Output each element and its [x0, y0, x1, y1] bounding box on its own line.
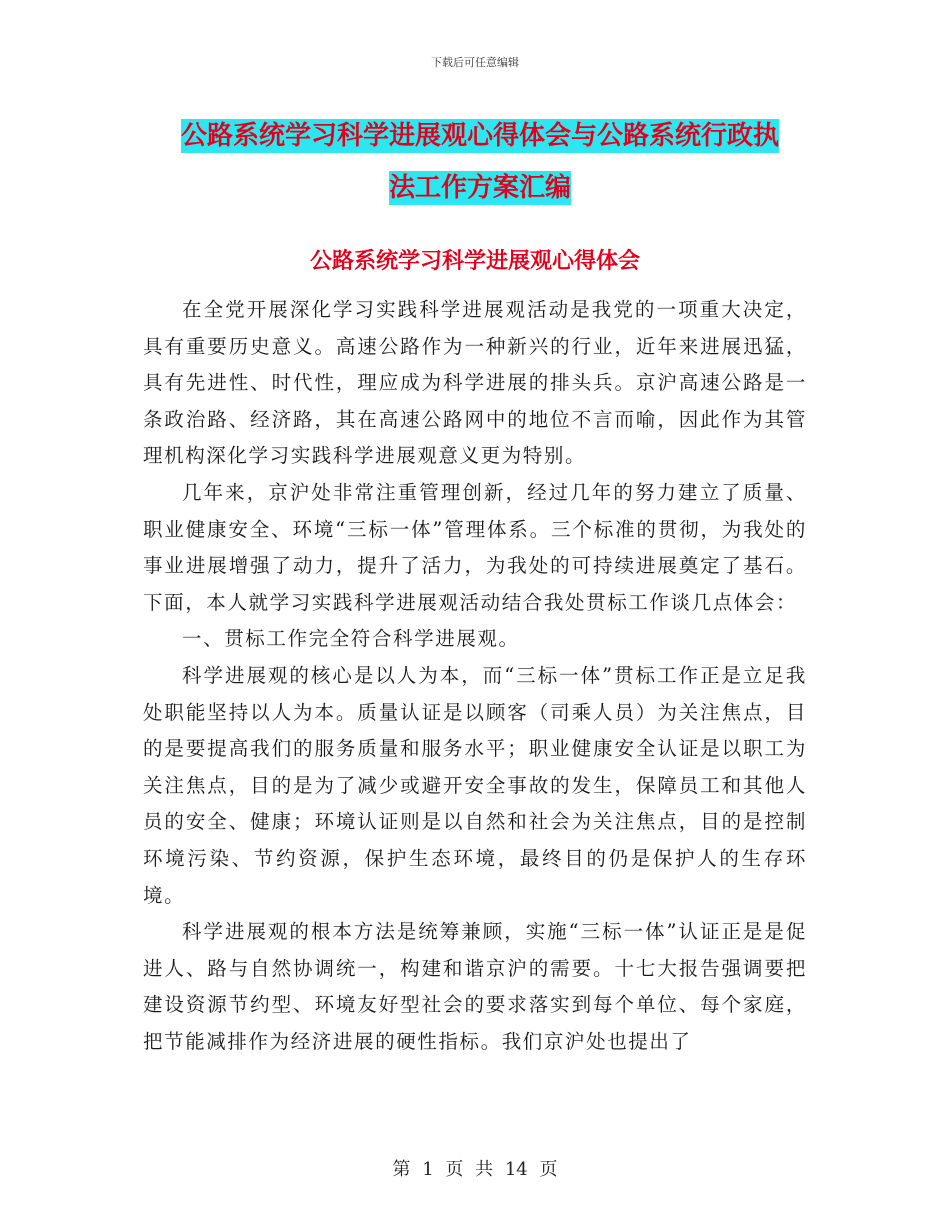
document-title-line-1: 公路系统学习科学进展观心得体会与公路系统行政执 [180, 121, 779, 151]
paragraph: 几年来，京沪处非常注重管理创新，经过几年的努力建立了质量、职业健康安全、环境“三标一体”管理体系。三个标准的贯彻，为我处的事业进展增强了动力，提升了活力，为我处的可持续进展奠定了基石。下面，本人就学习实践科学进展观活动结合我处贯标工作谈几点体会： [143, 480, 807, 614]
paragraph: 一、贯标工作完全符合科学进展观。 [182, 627, 520, 651]
page-footer: 第 1 页 共 14 页 [392, 1159, 558, 1180]
header-note: 下载后可任意编辑 [431, 56, 519, 69]
paragraph: 科学进展观的根本方法是统筹兼顾，实施“三标一体”认证正是是促进人、路与自然协调统一，构建和谐京沪的需要。十七大报告强调要把建设资源节约型、环境友好型社会的要求落实到每个单位、每个家庭，把节能减排作为经济进展的硬性指标。我们京沪处也提出了 [143, 920, 807, 1053]
paragraph: 科学进展观的核心是以人为本，而“三标一体”贯标工作正是立足我处职能坚持以人为本。质量认证是以顾客（司乘人员）为关注焦点，目的是要提高我们的服务质量和服务水平；职业健康安全认证是以职工为关注焦点，目的是为了减少或避开安全事故的发生，保障员工和其他人员的安全、健康；环境认证则是以自然和社会为关注焦点，目的是控制环境污染、节约资源，保护生态环境，最终目的仍是保护人的生存环境。 [143, 663, 807, 907]
document-title [150, 110, 810, 214]
body-text [143, 292, 807, 1060]
paragraph: 在全党开展深化学习实践科学进展观活动是我党的一项重大决定，具有重要历史意义。高速公路作为一种新兴的行业，近年来进展迅猛，具有先进性、时代性，理应成为科学进展的排头兵。京沪高速公路是一条政治路、经济路，其在高速公路网中的地位不言而喻，因此作为其管理机构深化学习实践科学进展观意义更为特别。 [143, 298, 807, 468]
document-title-line-2: 法工作方案汇编 [388, 173, 571, 203]
section-title: 公路系统学习科学进展观心得体会 [309, 249, 640, 274]
